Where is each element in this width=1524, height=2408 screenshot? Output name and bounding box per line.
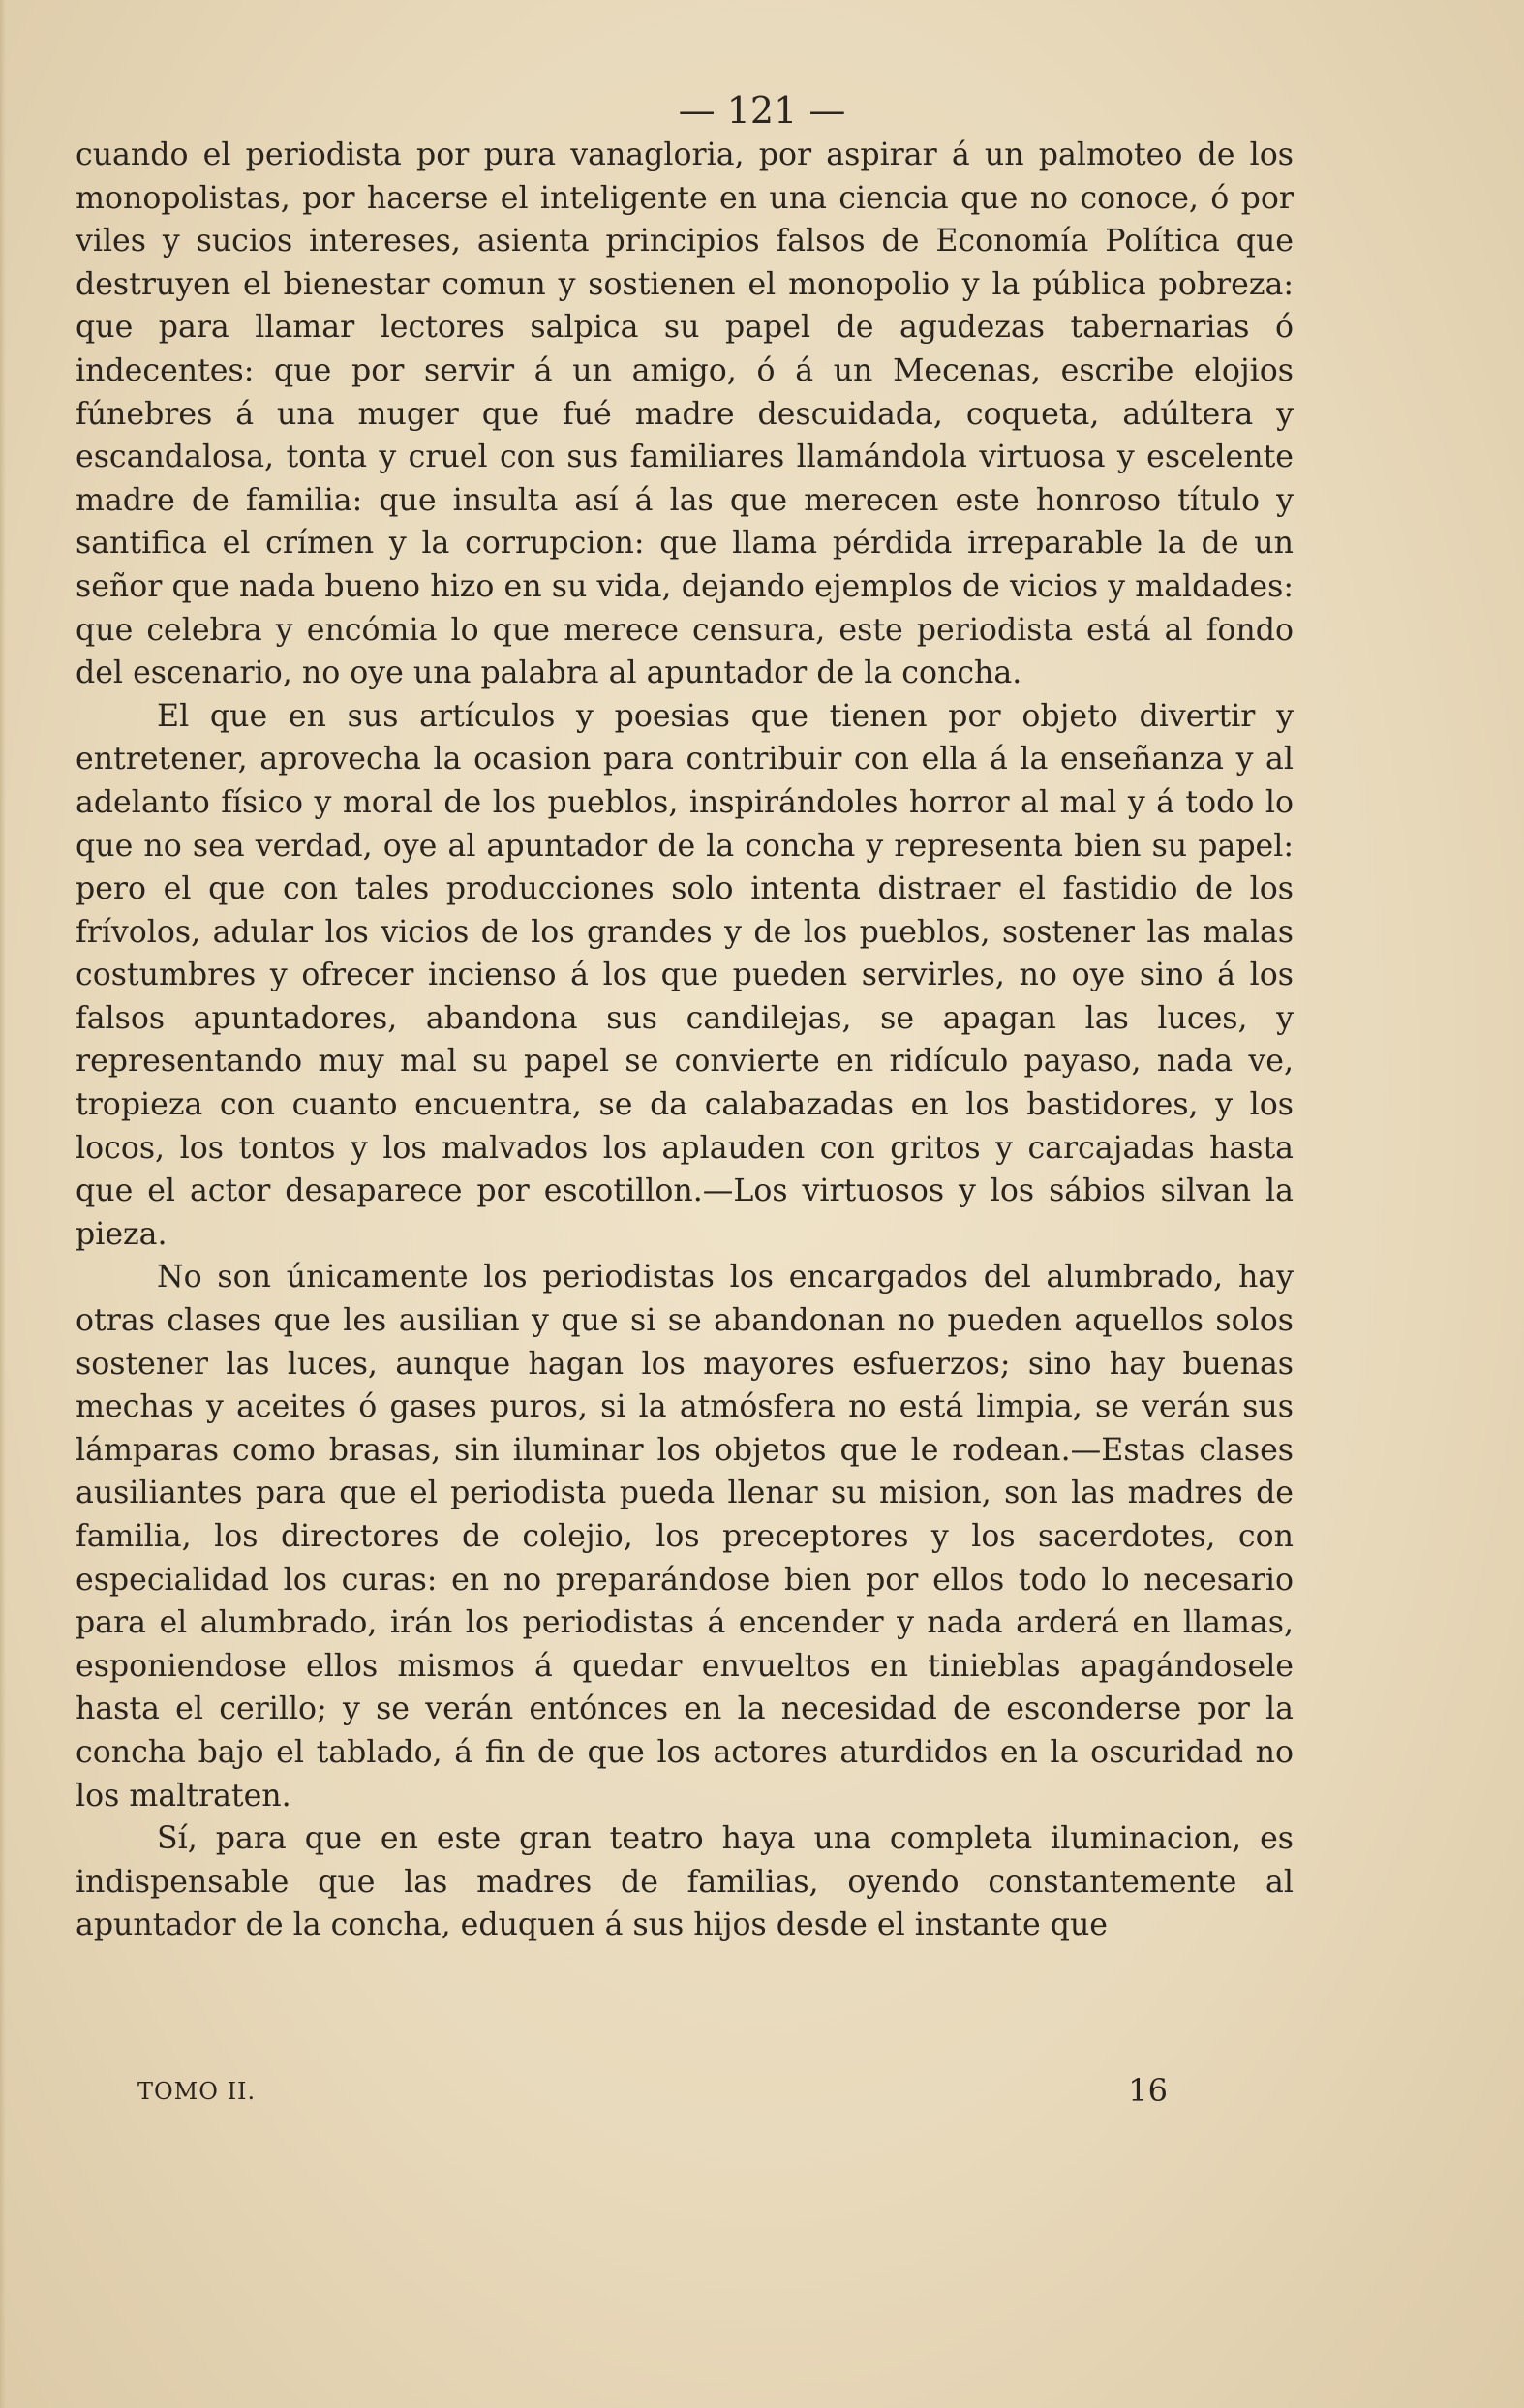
page-footer	[137, 2072, 1168, 2115]
paragraph: cuando el periodista por pura vanagloria, por aspirar á un palmoteo de los monopolistas, por hacerse el inteligente en una ciencia que no conoce, ó por viles y sucios intereses, asienta principios falsos de Economía Política que destruyen el bienestar comun y sostienen el monopolio y la pública pobreza: que para llamar lectores salpica su papel de agudezas tabernarias ó indecentes: que por servir á un amigo, ó á un Mecenas, escribe elojios fúnebres á una muger que fué madre descuidada, coqueta, adúltera y escandalosa, tonta y cruel con sus familiares llamándola virtuosa y escelente madre de familia: que insulta así á las que merecen este honroso título y santifica el crímen y la corrupcion: que llama pérdida irreparable la de un señor que nada bueno hizo en su vida, dejando ejemplos de vicios y maldades: que celebra y encómia lo que merece censura, este periodista está al fondo del escenario, no oye una palabra al apuntador de la concha.	[76, 137, 1294, 691]
signature-mark: 16	[1128, 2072, 1168, 2109]
paragraph: Sí, para que en este gran teatro haya una completa iluminacion, es indispensable que las madres de familias, oyendo constantemente al apuntador de la concha, eduquen á sus hijos desde el instante que	[76, 1821, 1294, 1943]
paragraph: No son únicamente los periodistas los encargados del alumbrado, hay otras clases que les ausilian y que si se abandonan no pueden aquellos solos sostener las luces, aunque hagan los mayores esfuerzos; sino hay buenas mechas y aceites ó gases puros, si la atmósfera no está limpia, se verán sus lámparas como brasas, sin iluminar los objetos que le rodean.—Estas clases ausiliantes para que el periodista pueda llenar su mision, son las madres de familia, los directores de colejio, los preceptores y los sacerdotes, con especialidad los curas: en no preparándose bien por ellos todo lo necesario para el alumbrado, irán los periodistas á encender y nada arderá en llamas, esponiendose ellos mismos á quedar envueltos en tinieblas apagándosele hasta el cerillo; y se verán entónces en la necesidad de esconderse por la concha bajo el tablado, á fin de que los actores aturdidos en la oscuridad no los maltraten.	[76, 1260, 1294, 1814]
page-edge-shadow	[0, 0, 6, 2408]
volume-label: TOMO II.	[137, 2078, 257, 2105]
body-text	[76, 134, 1294, 1947]
page-number: — 121 —	[678, 89, 846, 132]
paragraph: El que en sus artículos y poesias que tienen por objeto divertir y entretener, aprovecha la ocasion para contribuir con ella á la enseñanza y al adelanto físico y moral de los pueblos, inspirándoles horror al mal y á todo lo que no sea verdad, oye al apuntador de la concha y representa bien su papel: pero el que con tales producciones solo intenta distraer el fastidio de los frívolos, adular los vicios de los grandes y de los pueblos, sostener las malas costumbres y ofrecer incienso á los que pueden servirles, no oye sino á los falsos apuntadores, abandona sus candilejas, se apagan las luces, y representando muy mal su papel se convierte en ridículo payaso, nada ve, tropieza con cuanto encuentra, se da calabazadas en los bastidores, y los locos, los tontos y los malvados los aplauden con gritos y carcajadas hasta que el actor desaparece por escotillon.—Los virtuosos y los sábios silvan la pieza.	[76, 698, 1294, 1252]
